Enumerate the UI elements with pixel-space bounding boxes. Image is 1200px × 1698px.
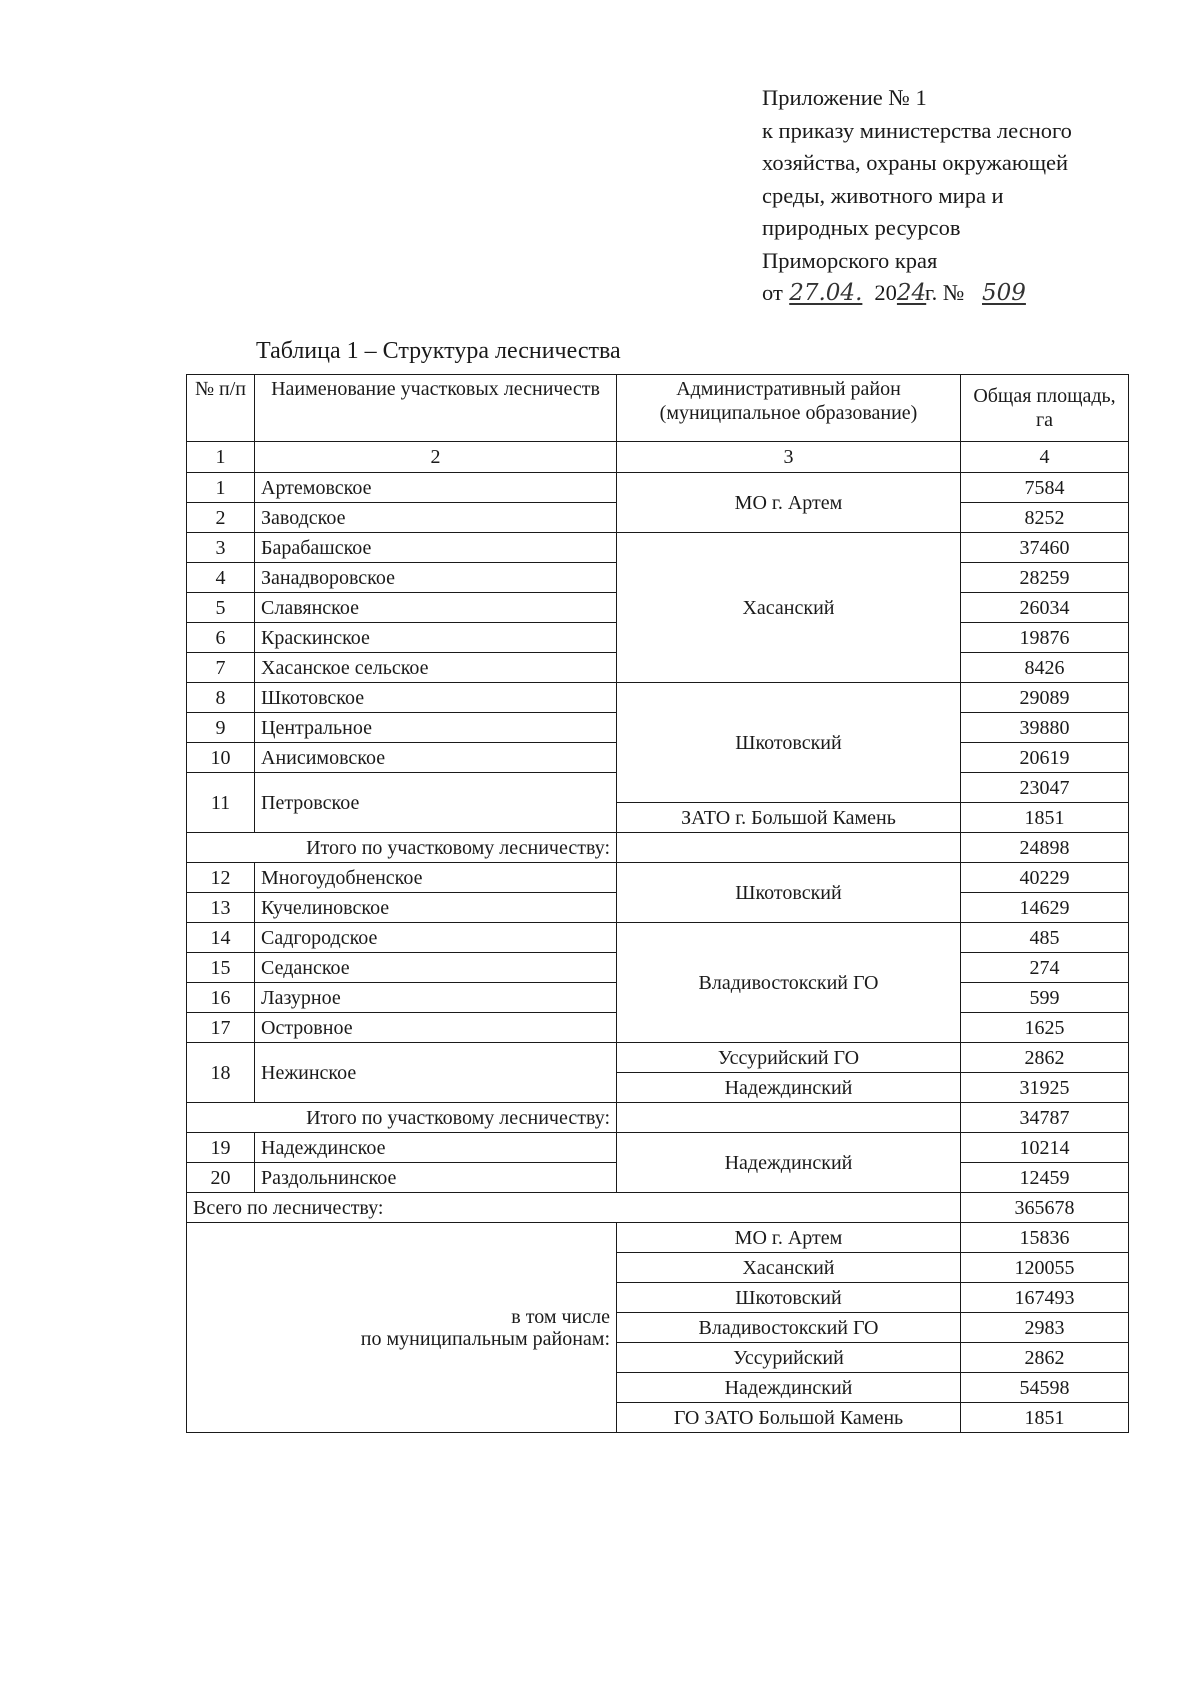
subtotal-label: Итого по участковому лесничеству: <box>187 833 617 863</box>
grand-total-value: 365678 <box>961 1193 1129 1223</box>
row-number: 9 <box>187 713 255 743</box>
table-row <box>187 1133 1129 1163</box>
area-value: 31925 <box>961 1073 1129 1103</box>
area-value: 10214 <box>961 1133 1129 1163</box>
breakdown-label <box>187 1223 617 1433</box>
breakdown-area: 1851 <box>961 1403 1129 1433</box>
breakdown-area: 120055 <box>961 1253 1129 1283</box>
forestry-name: Кучелиновское <box>255 893 617 923</box>
district-cell: МО г. Артем <box>617 473 961 533</box>
subtotal-value: 34787 <box>961 1103 1129 1133</box>
year-prefix: 20 <box>874 280 897 305</box>
forestry-name: Нежинское <box>255 1043 617 1103</box>
handwritten-order-number: 509 <box>982 280 1026 306</box>
forestry-name: Надеждинское <box>255 1133 617 1163</box>
row-number: 5 <box>187 593 255 623</box>
district-cell: ЗАТО г. Большой Камень <box>617 803 961 833</box>
column-number: 4 <box>961 442 1129 473</box>
district-cell: Шкотовский <box>617 683 961 803</box>
forestry-name: Лазурное <box>255 983 617 1013</box>
breakdown-area: 54598 <box>961 1373 1129 1403</box>
forestry-name: Хасанское сельское <box>255 653 617 683</box>
area-value: 37460 <box>961 533 1129 563</box>
row-number: 12 <box>187 863 255 893</box>
column-number: 3 <box>617 442 961 473</box>
breakdown-district: ГО ЗАТО Большой Камень <box>617 1403 961 1433</box>
area-value: 12459 <box>961 1163 1129 1193</box>
grand-total-row <box>187 1193 1129 1223</box>
area-value: 7584 <box>961 473 1129 503</box>
table-row <box>187 683 1129 713</box>
district-cell: Хасанский <box>617 533 961 683</box>
area-value: 485 <box>961 923 1129 953</box>
number-prefix: г. № <box>924 280 965 305</box>
row-number: 7 <box>187 653 255 683</box>
forestry-name: Анисимовское <box>255 743 617 773</box>
row-number: 20 <box>187 1163 255 1193</box>
date-prefix: от <box>762 280 783 305</box>
column-number-row <box>187 442 1129 473</box>
forestry-name: Краскинское <box>255 623 617 653</box>
breakdown-area: 2862 <box>961 1343 1129 1373</box>
column-header: № п/п <box>187 375 255 442</box>
empty-cell <box>617 1103 961 1133</box>
header-line: Приморского края <box>762 247 938 273</box>
order-date-line <box>762 277 1122 310</box>
area-value: 599 <box>961 983 1129 1013</box>
header-line: среды, животного мира и <box>762 182 1004 208</box>
table-row <box>187 863 1129 893</box>
forestry-name: Шкотовское <box>255 683 617 713</box>
forestry-name: Седанское <box>255 953 617 983</box>
column-header: Общая площадь, га <box>961 375 1129 442</box>
breakdown-row <box>187 1223 1129 1253</box>
area-value: 1625 <box>961 1013 1129 1043</box>
forestry-name: Артемовское <box>255 473 617 503</box>
area-value: 40229 <box>961 863 1129 893</box>
area-value: 19876 <box>961 623 1129 653</box>
breakdown-label-line: в том числе <box>511 1305 610 1328</box>
appendix-header <box>762 82 1122 310</box>
district-cell: Шкотовский <box>617 863 961 923</box>
row-number: 17 <box>187 1013 255 1043</box>
breakdown-area: 2983 <box>961 1313 1129 1343</box>
table-header-row <box>187 375 1129 442</box>
forestry-name: Барабашское <box>255 533 617 563</box>
row-number: 18 <box>187 1043 255 1103</box>
breakdown-district: Хасанский <box>617 1253 961 1283</box>
subtotal-value: 24898 <box>961 833 1129 863</box>
table-row <box>187 923 1129 953</box>
table-row <box>187 1043 1129 1073</box>
row-number: 1 <box>187 473 255 503</box>
table-row <box>187 473 1129 503</box>
grand-total-label: Всего по лесничеству: <box>187 1193 961 1223</box>
area-value: 26034 <box>961 593 1129 623</box>
row-number: 19 <box>187 1133 255 1163</box>
forestry-name: Садгородское <box>255 923 617 953</box>
handwritten-year: 24 <box>896 280 927 306</box>
forestry-name: Заводское <box>255 503 617 533</box>
breakdown-district: МО г. Артем <box>617 1223 961 1253</box>
header-line: Приложение № 1 <box>762 85 927 110</box>
header-line: природных ресурсов <box>762 215 961 240</box>
row-number: 16 <box>187 983 255 1013</box>
area-value: 39880 <box>961 713 1129 743</box>
forestry-name: Многоудобненское <box>255 863 617 893</box>
area-value: 8426 <box>961 653 1129 683</box>
row-number: 6 <box>187 623 255 653</box>
district-cell: Владивостокский ГО <box>617 923 961 1043</box>
area-value: 14629 <box>961 893 1129 923</box>
breakdown-district: Уссурийский <box>617 1343 961 1373</box>
breakdown-district: Владивостокский ГО <box>617 1313 961 1343</box>
breakdown-district: Шкотовский <box>617 1283 961 1313</box>
column-number: 2 <box>255 442 617 473</box>
area-value: 2862 <box>961 1043 1129 1073</box>
breakdown-district: Надеждинский <box>617 1373 961 1403</box>
header-line: к приказу министерства лесного <box>762 117 1072 143</box>
empty-cell <box>617 833 961 863</box>
breakdown-label-line: по муниципальным районам: <box>360 1327 610 1350</box>
district-cell: Надеждинский <box>617 1133 961 1193</box>
area-value: 20619 <box>961 743 1129 773</box>
row-number: 11 <box>187 773 255 833</box>
row-number: 2 <box>187 503 255 533</box>
row-number: 14 <box>187 923 255 953</box>
district-cell: Надеждинский <box>617 1073 961 1103</box>
forestry-name: Раздольнинское <box>255 1163 617 1193</box>
table-caption: Таблица 1 – Структура лесничества <box>256 338 621 364</box>
header-line: хозяйства, охраны окружающей <box>762 150 1069 175</box>
district-cell: Уссурийский ГО <box>617 1043 961 1073</box>
area-value: 28259 <box>961 563 1129 593</box>
forestry-name: Островное <box>255 1013 617 1043</box>
table-row <box>187 533 1129 563</box>
area-value: 23047 <box>961 773 1129 803</box>
column-number: 1 <box>187 442 255 473</box>
column-header: Административный район (муниципальное образование) <box>617 375 961 442</box>
area-value: 1851 <box>961 803 1129 833</box>
row-number: 10 <box>187 743 255 773</box>
row-number: 4 <box>187 563 255 593</box>
forestry-name: Славянское <box>255 593 617 623</box>
breakdown-area: 167493 <box>961 1283 1129 1313</box>
subtotal-row <box>187 1103 1129 1133</box>
row-number: 13 <box>187 893 255 923</box>
breakdown-area: 15836 <box>961 1223 1129 1253</box>
handwritten-date: 27.04. <box>789 280 863 306</box>
area-value: 8252 <box>961 503 1129 533</box>
subtotal-row <box>187 833 1129 863</box>
row-number: 8 <box>187 683 255 713</box>
row-number: 3 <box>187 533 255 563</box>
area-value: 29089 <box>961 683 1129 713</box>
column-header: Наименование участковых лесничеств <box>255 375 617 442</box>
row-number: 15 <box>187 953 255 983</box>
forestry-name: Петровское <box>255 773 617 833</box>
area-value: 274 <box>961 953 1129 983</box>
forestry-name: Центральное <box>255 713 617 743</box>
forestry-structure-table <box>186 374 1129 1433</box>
forestry-name: Занадворовское <box>255 563 617 593</box>
subtotal-label: Итого по участковому лесничеству: <box>187 1103 617 1133</box>
